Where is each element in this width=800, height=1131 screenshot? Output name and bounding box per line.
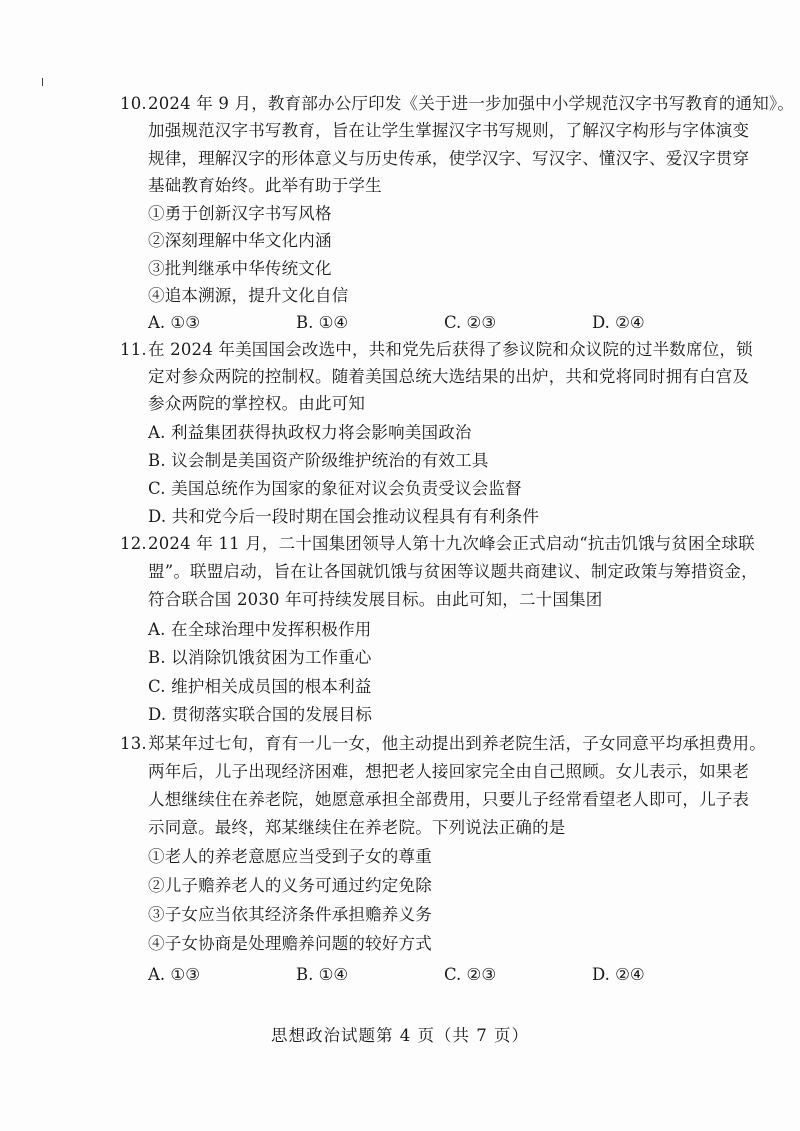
q13-item-1: ①老人的养老意愿应当受到子女的尊重 <box>148 847 432 866</box>
q10-line-1: 10.2024 年 9 月，教育部办公厅印发《关于进一步加强中小学规范汉字书写教育的通知》。 <box>120 94 795 113</box>
q12-option-c: C. 维护相关成员国的根本利益 <box>148 677 372 696</box>
q10-item-1: ①勇于创新汉字书写风格 <box>148 204 332 223</box>
q13-line-4: 示同意。最终，郑某继续住在养老院。下列说法正确的是 <box>148 818 566 837</box>
q12-line-2: 盟”。联盟启动，旨在让各国就饥饿与贫困等议题共商建议、制定政策与筹措资金， <box>148 562 758 581</box>
q11-option-b: B. 议会制是美国资产阶级维护统治的有效工具 <box>148 451 489 470</box>
q13-option-c: C. ②③ <box>444 965 497 984</box>
q11-option-c: C. 美国总统作为国家的象征对议会负责受议会监督 <box>148 479 522 498</box>
q12-number: 12. <box>120 534 147 553</box>
q13-item-3: ③子女应当依其经济条件承担赡养义务 <box>148 905 432 924</box>
q10-item-2: ②深刻理解中华文化内涵 <box>148 231 332 250</box>
q11-number: 11. <box>120 340 147 359</box>
q10-option-c: C. ②③ <box>444 313 497 332</box>
margin-mark <box>42 78 43 86</box>
q11-line-2: 定对参众两院的控制权。随着美国总统大选结果的出炉，共和党将同时拥有白宫及 <box>148 367 750 386</box>
q12-option-a: A. 在全球治理中发挥积极作用 <box>148 620 372 639</box>
q10-option-b: B. ①④ <box>296 313 349 332</box>
q13-number: 13. <box>120 734 147 753</box>
q12-line-1: 12.2024 年 11 月，二十国集团领导人第十九次峰会正式启动“抗击饥饿与贫困全球联 <box>120 534 755 553</box>
q13-option-a: A. ①③ <box>148 965 200 984</box>
q10-line-2: 加强规范汉字书写教育，旨在让学生掌握汉字书写规则，了解汉字构形与字体演变 <box>148 121 750 140</box>
q10-line-3: 规律，理解汉字的形体意义与历史传承，使学汉字、写汉字、懂汉字、爱汉字贯穿 <box>148 149 750 168</box>
q10-option-a: A. ①③ <box>148 313 200 332</box>
q11-option-a: A. 利益集团获得执政权力将会影响美国政治 <box>148 423 472 442</box>
q11-line-3: 参众两院的掌控权。由此可知 <box>148 394 366 413</box>
q13-item-4: ④子女协商是处理赡养问题的较好方式 <box>148 934 432 953</box>
q10-item-3: ③批判继承中华传统文化 <box>148 259 332 278</box>
q13-line-3: 人想继续住在养老院，她愿意承担全部费用，只要儿子经常看望老人即可，儿子表 <box>148 790 750 809</box>
q10-line-4: 基础教育始终。此举有助于学生 <box>148 176 382 195</box>
q12-option-d: D. 贯彻落实联合国的发展目标 <box>148 705 373 724</box>
q13-option-b: B. ①④ <box>296 965 349 984</box>
q10-option-d: D. ②④ <box>592 313 645 332</box>
q11-line-1: 11.在 2024 年美国国会改选中，共和党先后获得了参议院和众议院的过半数席位，锁 <box>120 340 753 359</box>
q13-line-2: 两年后，儿子出现经济困难，想把老人接回家完全由自己照顾。女儿表示，如果老 <box>148 762 750 781</box>
q12-line-3: 符合联合国 2030 年可持续发展目标。由此可知，二十国集团 <box>148 590 603 609</box>
q13-option-d: D. ②④ <box>592 965 645 984</box>
q13-line-1: 13.郑某年过七旬，育有一儿一女，他主动提出到养老院生活，子女同意平均承担费用。 <box>120 734 766 753</box>
q10-number: 10. <box>120 94 147 113</box>
q11-option-d: D. 共和党今后一段时期在国会推动议程具有有利条件 <box>148 507 540 526</box>
q10-item-4: ④追本溯源，提升文化自信 <box>148 286 349 305</box>
page-footer: 思想政治试题第 4 页（共 7 页） <box>271 1026 529 1045</box>
q13-item-2: ②儿子赡养老人的义务可通过约定免除 <box>148 876 432 895</box>
q12-option-b: B. 以消除饥饿贫困为工作重心 <box>148 648 372 667</box>
